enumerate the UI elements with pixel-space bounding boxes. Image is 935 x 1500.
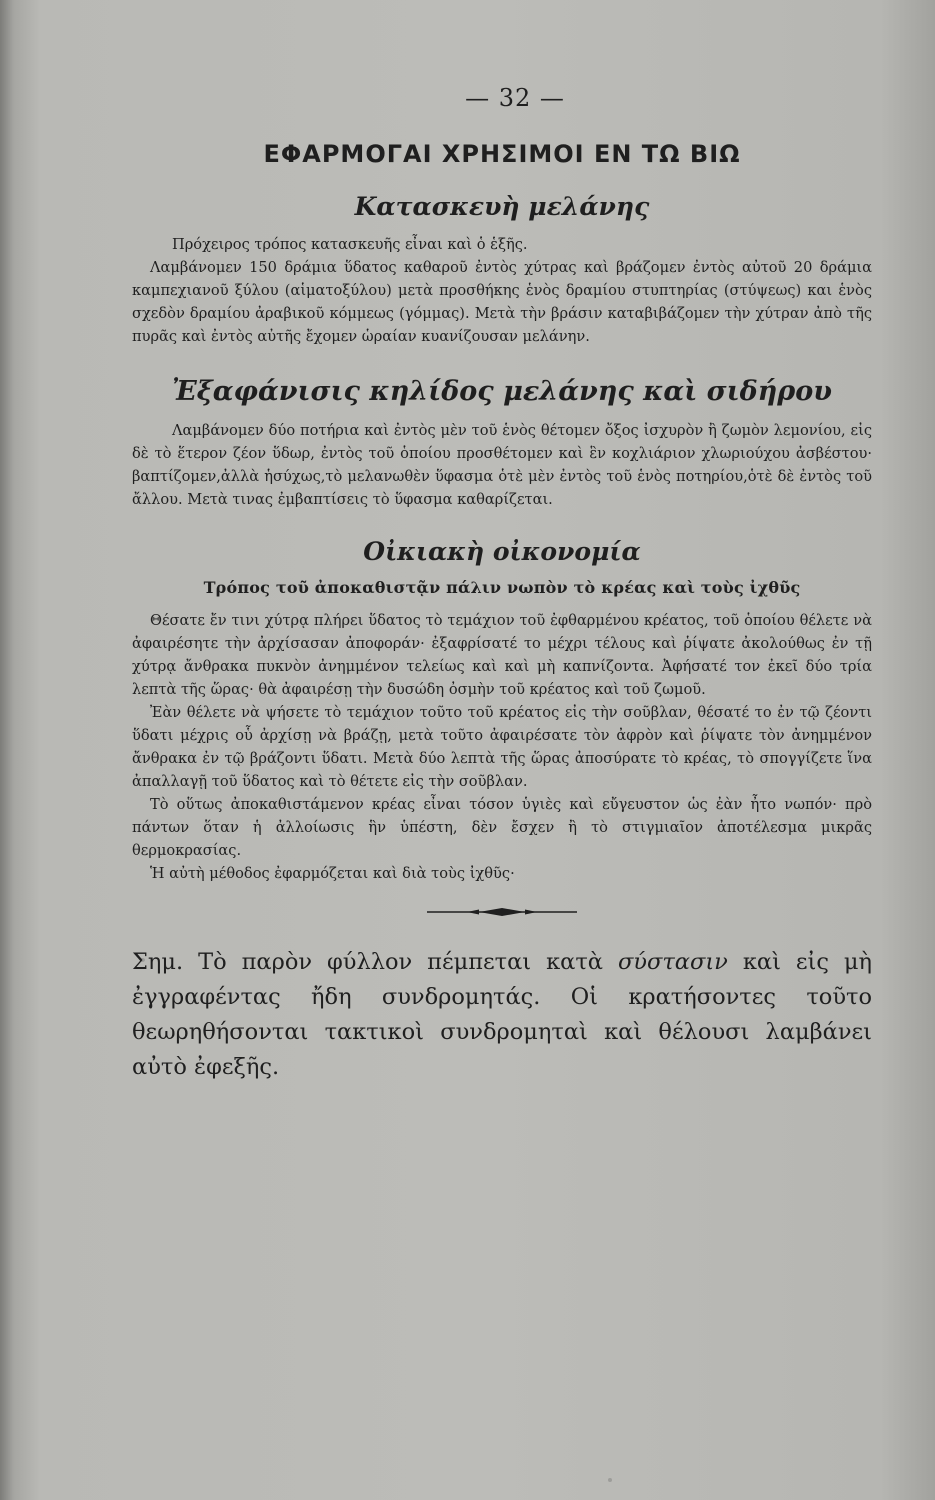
main-title: ΕΦΑΡΜΟΓΑΙ ΧΡΗΣΙΜΟΙ ΕΝ ΤΩ ΒΙΩ bbox=[263, 140, 741, 168]
paper-smudge bbox=[608, 1478, 612, 1482]
paragraph: Λαμβάνομεν 150 δράμια ὕδατος καθαροῦ ἐντὸς χύτρας καὶ βράζομεν ἐντὸς αὐτοῦ 20 δράμια καμπεχιανοῦ ξύλου (αἱματοξύλου) μετὰ προσθήκης ἑνὸς δραμίου στυπτηρίας (στύψεως) και ἑνὸς σχεδὸν δραμίου ἀραβικοῦ κόμμεως (γόμμας). Μετὰ τὴν βράσιν καταβιβάζομεν τὴν χύτραν ἀπὸ τῆς πυρᾶς καὶ ἐντὸς αὐτῆς ἔχομεν ὡραίαν κυανίζουσαν μελάνην. bbox=[132, 259, 872, 345]
page-content bbox=[132, 84, 872, 1085]
page-number: — 32 — bbox=[465, 84, 565, 112]
section-title-ink: Κατασκευὴ μελάνης bbox=[354, 192, 650, 221]
section-home-economy bbox=[132, 537, 872, 885]
section-title-home-economy: Οἰκιακὴ οἰκονομία bbox=[363, 537, 641, 566]
section-title-stain: Ἐξαφάνισις κηλίδος μελάνης καὶ σιδήρου bbox=[172, 376, 832, 407]
note-text-end: καὶ εἰς μὴ ἐγγραφέντας ἤδη συνδρομητάς. Οἱ κρατήσοντες τοῦτο θεωρηθήσονται τακτικοὶ συνδρομηταὶ καὶ θέλουσι λαμβάνει αὐτὸ ἐφεξῆς. bbox=[132, 949, 872, 1080]
decorative-divider bbox=[132, 905, 872, 919]
note-text-start: Σημ. Τὸ παρὸν φύλλον πέμπεται κατὰ bbox=[132, 949, 618, 975]
paragraph: Τὸ οὕτως ἀποκαθιστάμενον κρέας εἶναι τόσον ὑγιὲς καὶ εὔγευστον ὡς ἐὰν ἦτο νωπόν· πρὸ πάντων ὅταν ἡ ἀλλοίωσις ἣν ὑπέστη, δὲν ἔσχεν ἢ τὸ στιγμιαῖον ἀποτέλεσμα μικρᾶς θερμοκρασίας. bbox=[132, 796, 872, 859]
section-stain-removal bbox=[132, 376, 872, 511]
subscription-note bbox=[132, 945, 872, 1085]
paragraph: Λαμβάνομεν δύο ποτήρια καὶ ἐντὸς μὲν τοῦ ἑνὸς θέτομεν ὄξος ἰσχυρὸν ἢ ζωμὸν λεμονίου, εἰς δὲ τὸ ἕτερον ζέον ὕδωρ, ἐντὸς τοῦ ὁποίου προσθέτομεν καὶ ἓν κοχλιάριον χλωριούχου ἀσβέστου· βαπτίζομεν,ἀλλὰ ἡσύχως,τὸ μελανωθὲν ὕφασμα ὁτὲ μὲν ἐντὸς τοῦ ἑνὸς ποτηρίου,ὁτὲ δὲ ἐντὸς τοῦ ἄλλου. Μετὰ τινας ἐμβαπτίσεις τὸ ὕφασμα καθαρίζεται. bbox=[132, 422, 872, 508]
ornament-rule-icon bbox=[427, 905, 577, 919]
paragraph: Ἐὰν θέλετε νὰ ψήσετε τὸ τεμάχιον τοῦτο τοῦ κρέατος εἰς τὴν σοῦβλαν, θέσατέ το ἐν τῷ ζέοντι ὕδατι μέχρις οὗ ἀρχίσῃ νὰ βράζῃ, μετὰ τοῦτο ἀφαιρέσατε τὸν ἀφρὸν καὶ ῥίψατε τὸν ἀνημμένον ἄνθρακα ἐν τῷ βράζοντι ὕδατι. Μετὰ δύο λεπτὰ τῆς ὥρας ἀποσύρατε τὸ κρέας, τὸ σπογγίζετε ἵνα ἀπαλλαγῇ τοῦ ὕδατος καὶ τὸ θέτετε εἰς τὴν σοῦβλαν. bbox=[132, 704, 872, 790]
paragraph: Ἡ αὐτὴ μέθοδος ἐφαρμόζεται καὶ διὰ τοὺς ἰχθῦς· bbox=[150, 865, 515, 882]
note-emphasis: σύστασιν bbox=[617, 949, 728, 975]
paragraph: Θέσατε ἔν τινι χύτρᾳ πλήρει ὕδατος τὸ τεμάχιον τοῦ ἐφθαρμένου κρέατος, τοῦ ὁποίου θέλετε νὰ ἀφαιρέσητε τὴν ἀρχίσασαν ἀποφοράν· ἐξαφρίσατέ το μέχρι τέλους καὶ ῥίψατε ἀκολούθως ἐν τῇ χύτρᾳ ἄνθρακα πυκνὸν ἀνημμένον τελείως καὶ καὶ μὴ καπνίζοντα. Ἀφήσατέ τον ἐκεῖ δύο τρία λεπτὰ τῆς ὥρας· θὰ ἀφαιρέσῃ τὴν δυσώδη ὀσμὴν τοῦ κρέατος καὶ τοῦ ζωμοῦ. bbox=[132, 612, 872, 698]
paragraph: Πρόχειρος τρόπος κατασκευῆς εἶναι καὶ ὁ ἑξῆς. bbox=[172, 236, 528, 253]
subsection-title-meat: Τρόπος τοῦ ἀποκαθιστᾷν πάλιν νωπὸν τὸ κρέας καὶ τοὺς ἰχθῦς bbox=[203, 578, 801, 597]
section-ink-making bbox=[132, 192, 872, 348]
